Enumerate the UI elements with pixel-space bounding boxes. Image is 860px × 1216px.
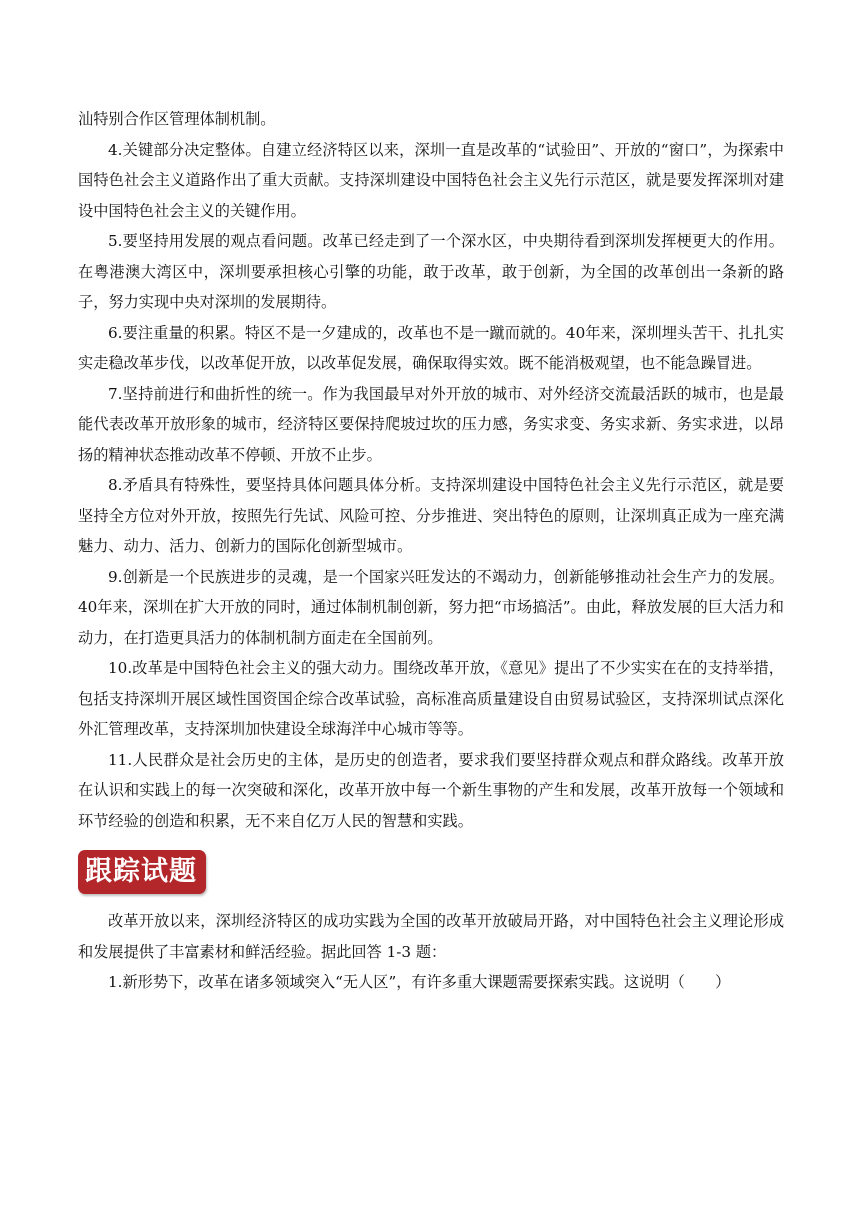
paragraph-point-11: 11.人民群众是社会历史的主体，是历史的创造者，要求我们要坚持群众观点和群众路线。改革开放在认识和实践上的每一次突破和深化，改革开放中每一个新生事物的产生和发展，改革开放每一个领域和环节经验的创造和积累，无不来自亿万人民的智慧和实践。	[78, 750, 784, 830]
section-heading	[78, 850, 784, 900]
paragraph-point-10: 10.改革是中国特色社会主义的强大动力。围绕改革开放，《意见》提出了不少实实在在的支持举措，包括支持深圳开展区域性国资国企综合改革试验，高标准高质量建设自由贸易试验区，支持深圳试点深化外汇管理改革，支持深圳加快建设全球海洋中心城市等等。	[78, 659, 784, 738]
paragraph-point-5: 5.要坚持用发展的观点看问题。改革已经走到了一个深水区，中央期待看到深圳发挥梗更大的作用。在粤港澳大湾区中，深圳要承担核心引擎的功能，敢于改革，敢于创新，为全国的改革创出一条新的路子，努力实现中央对深圳的发展期待。	[78, 232, 784, 311]
section-title-badge: 跟踪试题	[78, 850, 206, 894]
paragraph-point-7: 7.坚持前进行和曲折性的统一。作为我国最早对外开放的城市、对外经济交流最活跃的城市，也是最能代表改革开放形象的城市，经济特区要保持爬坡过坎的压力感，务实求变、务实求新、务实求进，以昂扬的精神状态推动改革不停顿、开放不止步。	[78, 384, 784, 464]
paragraph-point-8: 8.矛盾具有特殊性，要坚持具体问题具体分析。支持深圳建设中国特色社会主义先行示范区，就是要坚持全方位对外开放，按照先行先试、风险可控、分步推进、突出特色的原则，让深圳真正成为一座充满魅力、动力、活力、创新力的国际化创新型城市。	[78, 476, 784, 555]
paragraph-continuation: 汕特别合作区管理体制机制。	[78, 110, 276, 128]
paragraph-point-9: 9.创新是一个民族进步的灵魂，是一个国家兴旺发达的不竭动力，创新能够推动社会生产力的发展。40年来，深圳在扩大开放的同时，通过体制机制创新，努力把“市场搞活”。由此，释放发展的巨大活力和动力，在打造更具活力的体制机制方面走在全国前列。	[78, 567, 784, 647]
exercise-intro: 改革开放以来，深圳经济特区的成功实践为全国的改革开放破局开路，对中国特色社会主义理论形成和发展提供了丰富素材和鲜活经验。据此回答 1-3 题：	[78, 912, 784, 961]
paragraph-point-6: 6.要注重量的积累。特区不是一夕建成的，改革也不是一蹴而就的。40年来，深圳埋头苦干、扎扎实实走稳改革步伐，以改革促开放，以改革促发展，确保取得实效。既不能消极观望，也不能急躁冒进。	[78, 323, 784, 372]
question-1: 1.新形势下，改革在诸多领域突入“无人区”，有许多重大课题需要探索实践。这说明（ ）	[108, 973, 731, 991]
paragraph-point-4: 4.关键部分决定整体。自建立经济特区以来，深圳一直是改革的“试验田”、开放的“窗口”，为探索中国特色社会主义道路作出了重大贡献。支持深圳建设中国特色社会主义先行示范区，就是要发挥深圳对建设中国特色社会主义的关键作用。	[78, 140, 784, 220]
document-body	[78, 104, 784, 998]
